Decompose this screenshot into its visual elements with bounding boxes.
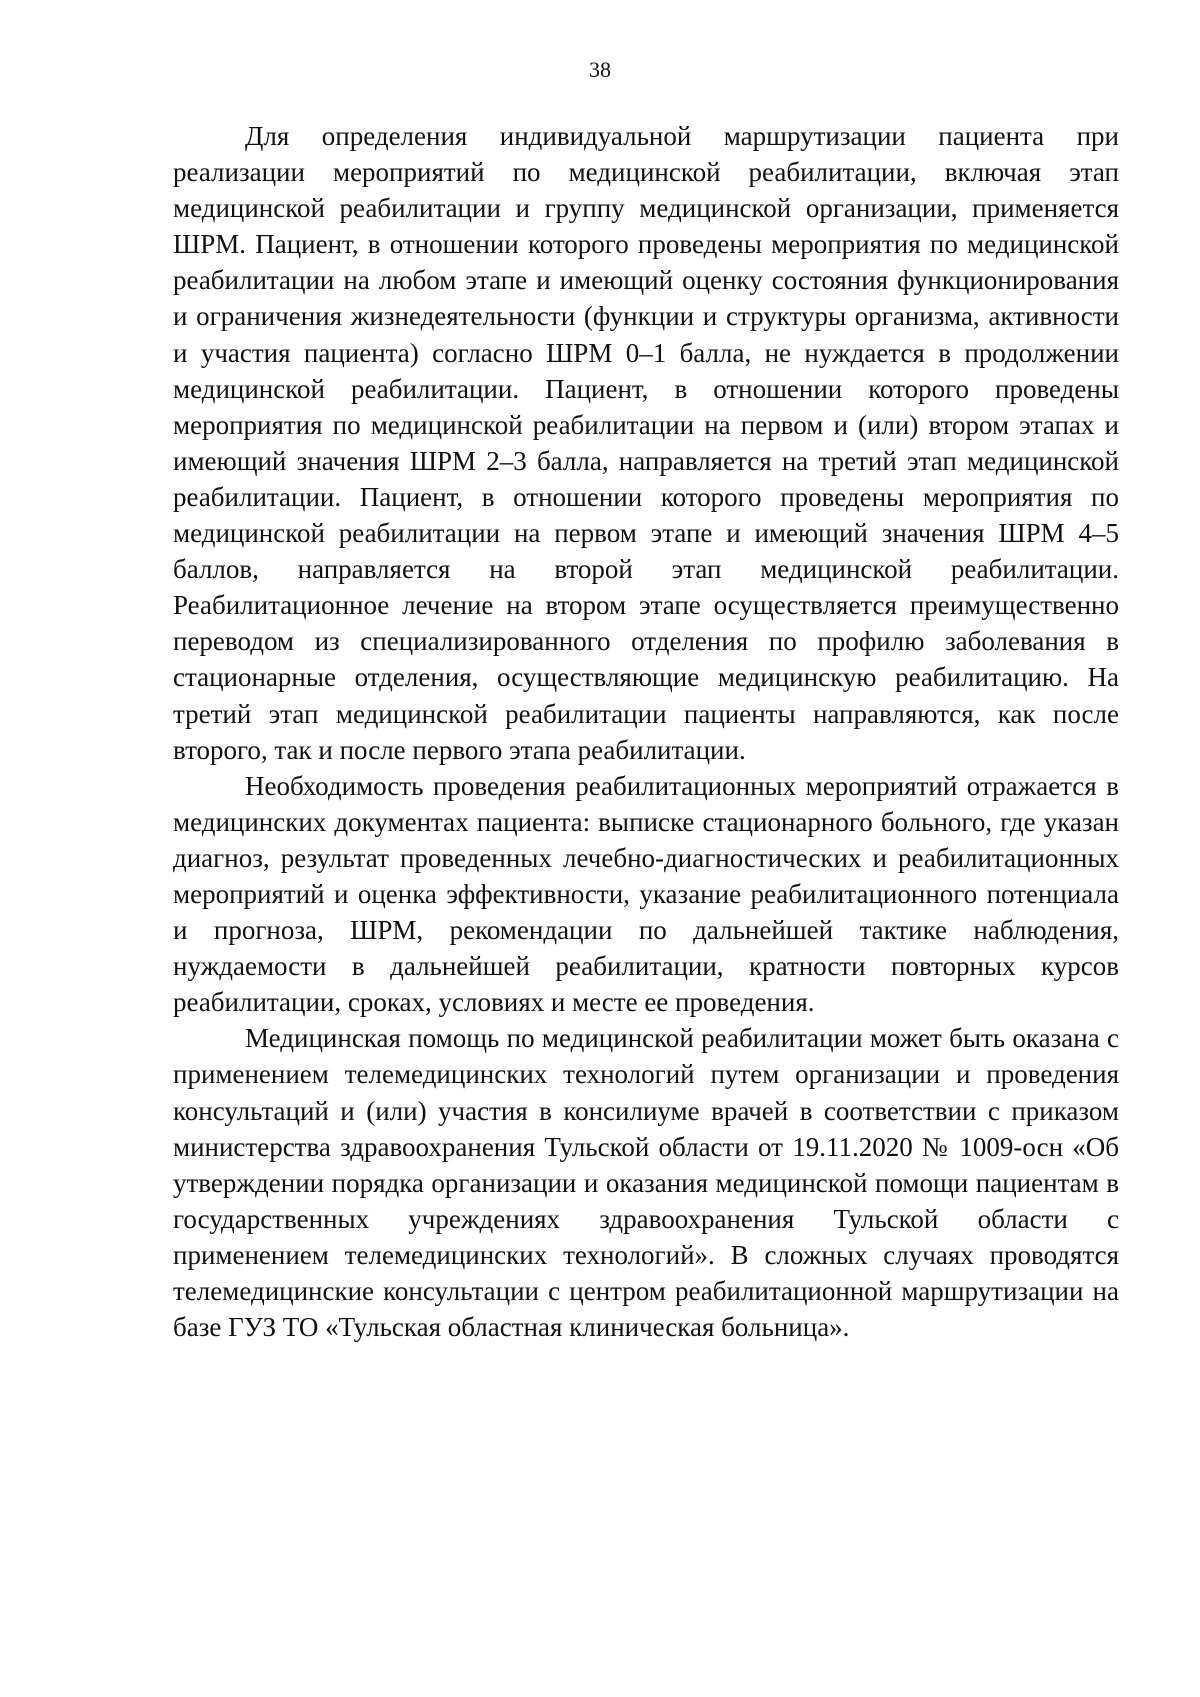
paragraph-telemedicine: Медицинская помощь по медицинской реабилитации может быть оказана с применением телемедицинских технологий путем организации и проведения консультаций и (или) участия в консилиуме врачей в соответствии с приказом министерства здравоохранения Тульской области от 19.11.2020 № 1009-осн «Об утверждении порядка организации и оказания медицинской помощи пациентам в государственных учреждениях здравоохранения Тульской области с применением телемедицинских технологий». В сложных случаях проводятся телемедицинские консультации с центром реабилитационной маршрутизации на базе ГУЗ ТО «Тульская областная клиническая больница». bbox=[173, 1023, 1119, 1343]
document-body bbox=[173, 118, 1119, 1345]
paragraph-necessity: Необходимость проведения реабилитационных мероприятий отражается в медицинских документах пациента: выписке стационарного больного, где указан диагноз, результат проведенных лечебно-диагностических и реабилитационных мероприятий и оценка эффективности, указание реабилитационного потенциала и прогноза, ШРМ, рекомендации по дальнейшей тактике наблюдения, нуждаемости в дальнейшей реабилитации, кратности повторных курсов реабилитации, сроках, условиях и месте ее проведения. bbox=[173, 770, 1119, 1018]
paragraph-routing: Для определения индивидуальной маршрутизации пациента при реализации мероприятий по медицинской реабилитации, включая этап медицинской реабилитации и группу медицинской организации, применяется ШРМ. Пациент, в отношении которого проведены мероприятия по медицинской реабилитации на любом этапе и имеющий оценку состояния функционирования и ограничения жизнедеятельности (функции и структуры организма, активности и участия пациента) согласно ШРМ 0–1 балла, не нуждается в продолжении медицинской реабилитации. Пациент, в отношении которого проведены мероприятия по медицинской реабилитации на первом и (или) втором этапах и имеющий значения ШРМ 2–3 балла, направляется на третий этап медицинской реабилитации. Пациент, в отношении которого проведены мероприятия по медицинской реабилитации на первом этапе и имеющий значения ШРМ 4–5 баллов, направляется на второй этап медицинской реабилитации. Реабилитационное лечение на втором этапе осуществляется преимущественно переводом из специализированного отделения по профилю заболевания в стационарные отделения, осуществляющие медицинскую реабилитацию. На третий этап медицинской реабилитации пациенты направляются, как после второго, так и после первого этапа реабилитации. bbox=[173, 121, 1119, 765]
page-number: 38 bbox=[589, 57, 611, 82]
